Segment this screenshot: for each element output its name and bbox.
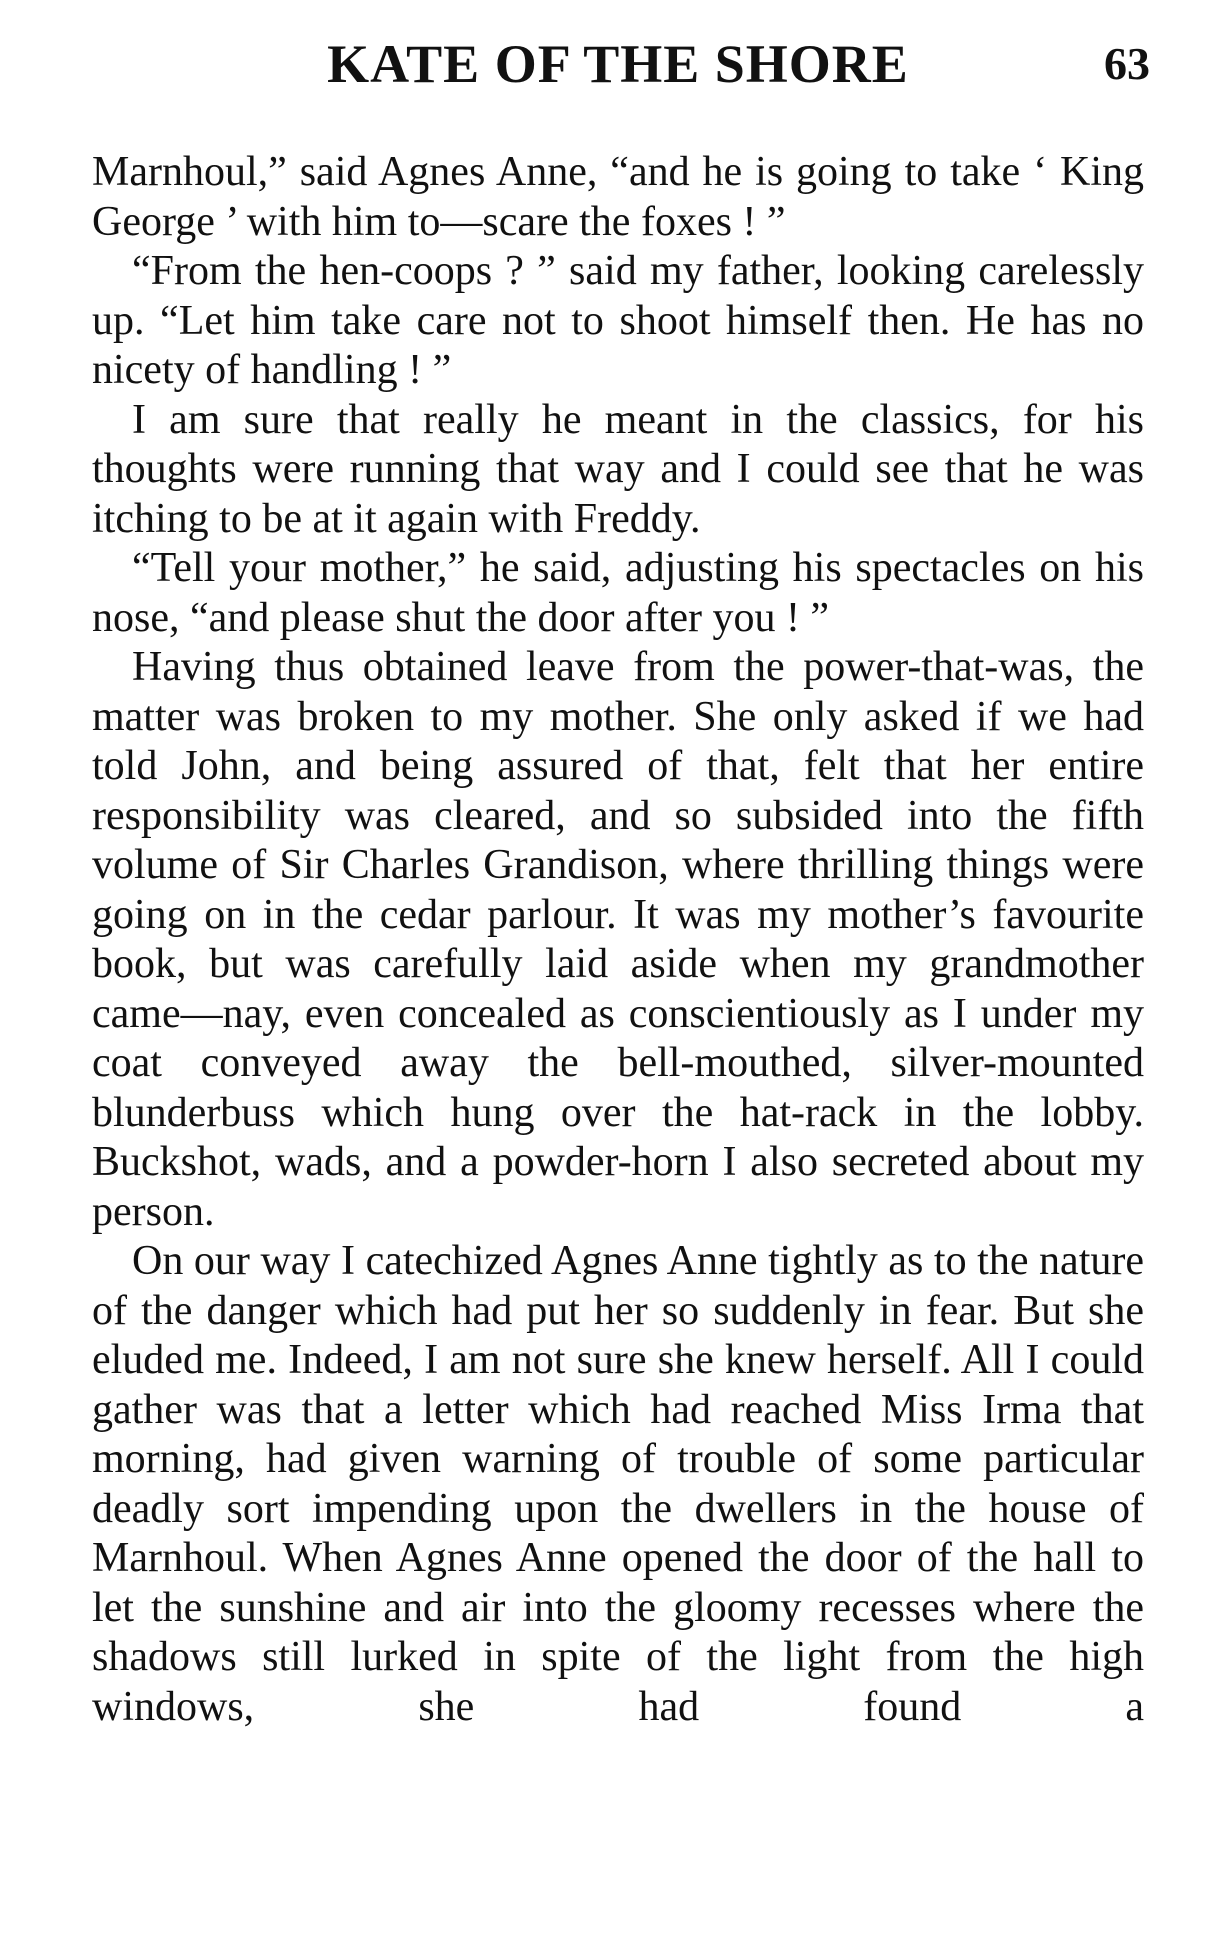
paragraph-runs-on: On our way I catechized Agnes Anne tightly as to the nature of the danger which had put her so suddenly in fear. But she eluded me. Indeed, I am not sure she knew herself. All I could gather was that a letter which had reached Miss Irma that morning, had given warning of trouble of some particular deadly sort impending upon the dwellers in the house of Marnhoul. When Agnes Anne opened the door of the hall to let the sunshine and air into the gloomy recesses where the shadows still lurked in spite of the light from the high windows, she had found a (92, 1238, 1144, 1730)
paragraph: “From the hen-coops ? ” said my father, looking carelessly up. “Let him take care not to shoot himself then. He has no nicety of handling ! ” (92, 248, 1144, 393)
page-number: 63 (1104, 38, 1150, 89)
body-text (92, 148, 1144, 1732)
running-header (92, 28, 1150, 106)
paragraph: “Tell your mother,” he said, adjusting his spectacles on his nose, “and please shut the door after you ! ” (92, 545, 1144, 641)
paragraph: I am sure that really he meant in the classics, for his thoughts were running that way and I could see that he was itching to be at it again with Freddy. (92, 396, 1144, 542)
paragraph: Having thus obtained leave from the power-that-was, the matter was broken to my mother. She only asked if we had told John, and being assured of that, felt that her entire responsibility was cleared, and so subsided into the fifth volume of Sir Charles Grandison, where thrilling things were going on in the cedar parlour. It was my mother’s favourite book, but was carefully laid aside when my grandmother came—nay, even concealed as conscientiously as I under my coat conveyed away the bell-mouthed, silver-mounted blunderbuss which hung over the hat-rack in the lobby. Buckshot, wads, and a powder-horn I also secreted about my person. (92, 644, 1144, 1235)
paragraph-continued: Marnhoul,” said Agnes Anne, “and he is going to take ‘ King George ’ with him to—scare the foxes ! ” (92, 149, 1144, 245)
book-page (92, 28, 1150, 1732)
running-title: KATE OF THE SHORE (327, 34, 909, 94)
